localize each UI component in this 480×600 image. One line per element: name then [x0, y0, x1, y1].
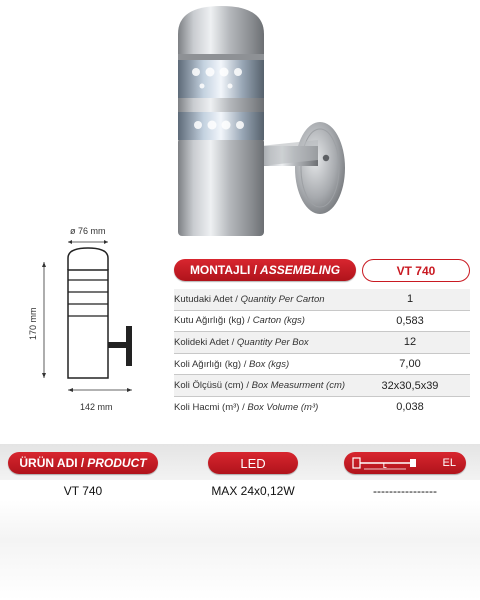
- product-value: VT 740: [63, 484, 103, 498]
- lower-band: [0, 500, 480, 600]
- cable-label: EL: [442, 457, 456, 469]
- spec-value: 7,00: [399, 358, 421, 371]
- cable-badge: [344, 452, 466, 474]
- product-badge: [8, 452, 158, 474]
- cable-letter: L: [383, 464, 387, 470]
- led-label: LED: [240, 455, 266, 471]
- spec-row-quantity-per-box: [174, 332, 470, 354]
- spec-label: Kolideki Adet / Quantity Per Box: [174, 336, 309, 348]
- assembling-label-en: ASSEMBLING: [260, 263, 341, 277]
- spec-label: Kutudaki Adet / Quantity Per Carton: [174, 293, 325, 305]
- spec-value: 32x30,5x39: [381, 379, 439, 392]
- spec-table: [174, 289, 470, 418]
- spec-label: Kutu Ağırlığı (kg) / Carton (kgs): [174, 315, 305, 327]
- product-label-en: PRODUCT: [87, 456, 147, 470]
- spec-label: Koli Hacmi (m³) / Box Volume (m³): [174, 401, 319, 413]
- led-badge: [208, 452, 298, 474]
- spec-value: 1: [406, 293, 414, 306]
- spec-row-box-weight: [174, 354, 470, 376]
- spec-value: 12: [403, 336, 417, 349]
- spec-row-box-volume: [174, 397, 470, 418]
- power-value: MAX 24x0,12W: [211, 484, 295, 498]
- assembling-badge: [174, 259, 356, 281]
- product-photo: [150, 0, 350, 240]
- assembling-label-tr: MONTAJLI /: [189, 263, 258, 277]
- model-badge: [362, 259, 470, 282]
- spec-row-quantity-per-carton: [174, 289, 470, 311]
- spec-label: Koli Ölçüsü (cm) / Box Measurment (cm): [174, 380, 346, 392]
- product-label-tr: ÜRÜN ADI /: [19, 456, 85, 470]
- dimension-drawing: [20, 222, 170, 418]
- spec-row-box-measurement: [174, 375, 470, 397]
- spec-value: 0,583: [396, 314, 424, 327]
- spec-value: 0,038: [396, 401, 424, 414]
- height-label: 170 mm: [28, 307, 38, 340]
- depth-label: 142 mm: [80, 402, 113, 412]
- model-label: VT 740: [396, 263, 436, 278]
- spec-row-carton-weight: [174, 311, 470, 333]
- spec-label: Koli Ağırlığı (kg) / Box (kgs): [174, 358, 290, 370]
- cable-value: ----------------: [373, 484, 437, 498]
- cable-plug-icon: [352, 455, 420, 471]
- diameter-label: ø 76 mm: [70, 226, 106, 236]
